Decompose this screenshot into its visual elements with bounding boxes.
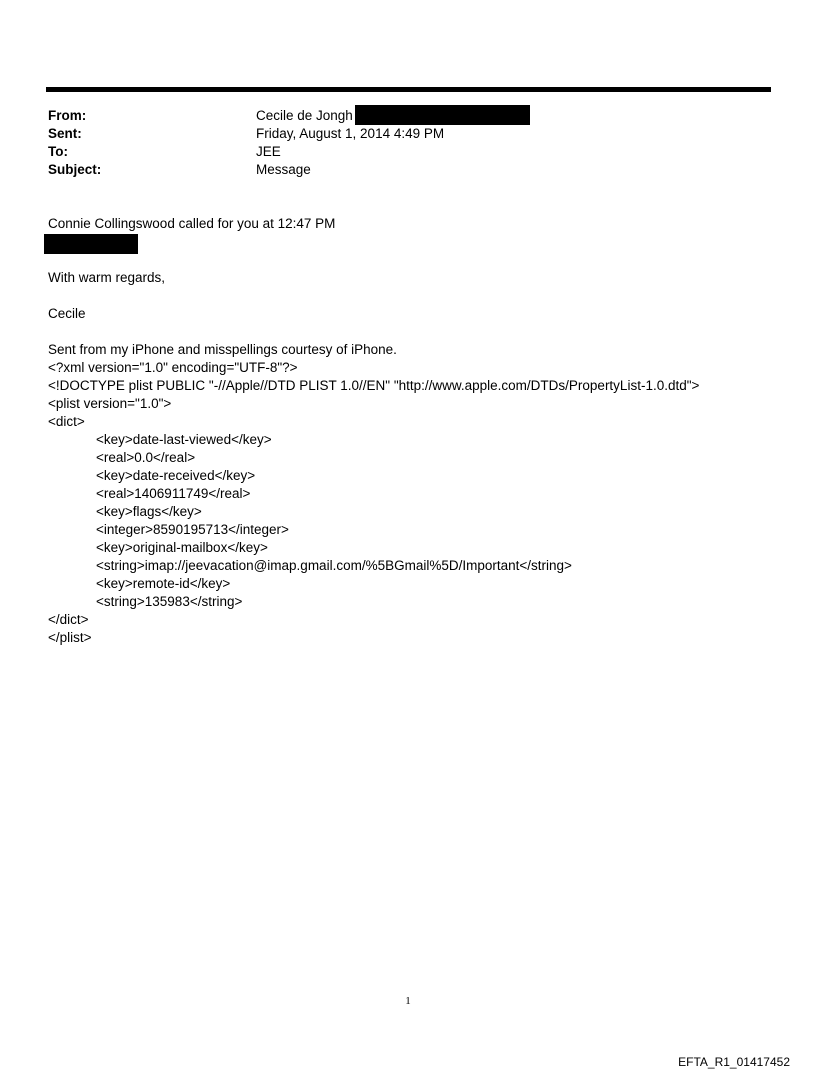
plist-line: <key>flags</key> [96, 504, 202, 519]
redaction-box [44, 234, 138, 254]
redaction-box [355, 105, 530, 125]
plist-line: <string>imap://jeevacation@imap.gmail.com/%5BGmail%5D/Important</string> [96, 558, 572, 573]
sent-value: Friday, August 1, 2014 4:49 PM [256, 126, 445, 141]
plist-line: <integer>8590195713</integer> [96, 522, 289, 537]
plist-line: <real>0.0</real> [96, 450, 196, 465]
plist-line: <key>remote-id</key> [96, 576, 231, 591]
subject-label: Subject: [48, 162, 102, 177]
plist-line: <key>date-last-viewed</key> [96, 432, 272, 447]
signature: Cecile [48, 306, 86, 321]
to-label: To: [48, 144, 68, 159]
call-note: Connie Collingswood called for you at 12:47 PM [48, 216, 336, 231]
plist-line: <key>date-received</key> [96, 468, 256, 483]
subject-value: Message [256, 162, 311, 177]
from-value: Cecile de Jongh [256, 108, 353, 123]
page-number: 1 [405, 995, 411, 1007]
from-label: From: [48, 108, 87, 123]
plist-line: <real>1406911749</real> [96, 486, 251, 501]
to-value: JEE [256, 144, 281, 159]
plist-line: <?xml version="1.0" encoding="UTF-8"?> [48, 360, 298, 375]
closing-line: With warm regards, [48, 270, 166, 285]
plist-line: <string>135983</string> [96, 594, 243, 609]
plist-line: </dict> [48, 612, 89, 627]
plist-line: </plist> [48, 630, 92, 645]
document-id: EFTA_R1_01417452 [678, 1055, 790, 1069]
sent-label: Sent: [48, 126, 82, 141]
sent-from-line: Sent from my iPhone and misspellings courtesy of iPhone. [48, 342, 397, 357]
plist-line: <!DOCTYPE plist PUBLIC "-//Apple//DTD PLIST 1.0//EN" "http://www.apple.com/DTDs/PropertyList-1.0.dtd"> [48, 378, 700, 393]
plist-line: <key>original-mailbox</key> [96, 540, 268, 555]
header-rule [46, 87, 771, 92]
plist-line: <plist version="1.0"> [48, 396, 172, 411]
plist-line: <dict> [48, 414, 85, 429]
